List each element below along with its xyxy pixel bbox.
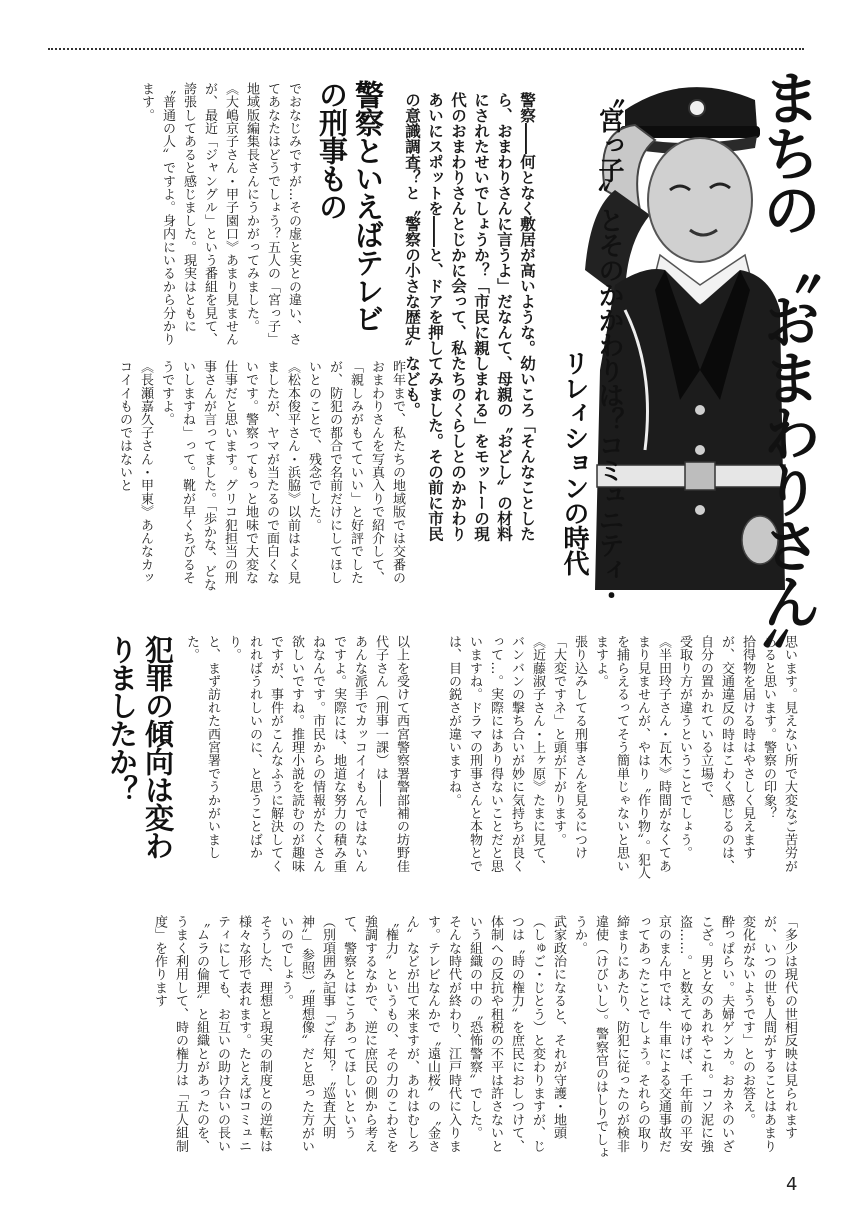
bottom-p1: 「多少は現代の世相反映は見られますが、いつの世も人間がすることはあまり変化がないようです」とのお答え。 xyxy=(740,915,797,1153)
upper-left-p1: でおなじみですが…その虚と実との違い、さてあなたはどうでしょう？五人の「宮っ子」地域版編集長さんにうかがってみました。 xyxy=(244,82,301,346)
intro-lead: 警察 xyxy=(518,92,536,123)
bottom-p5: そうした、理想と現実の制度との逆転は様々な形で表れます。たとえばコミュニティにしても、お互いの助け合いの長い〝ムラの倫理〟と組織とがあったのを、うまく利用して、時の権力は「五人組制度」を作ります xyxy=(152,915,272,1153)
heading-tv-detectives xyxy=(310,80,386,340)
subtitle-line1: 〝宮っ子〟とそのかかわりは？コミュニティ・ xyxy=(594,82,624,607)
upper-left-p3: 〝普通の人〟ですよ。身内にいるから分かります。 xyxy=(139,82,175,346)
middle-right-p3: 受取り方が違うということでしょう。 xyxy=(677,635,692,860)
middle-left-body xyxy=(180,635,412,885)
middle-right-p5: 張り込みしてる刑事さんを見るにつけ「大変ですネ」と頭が下がります。 xyxy=(551,635,587,860)
middle-right-body xyxy=(420,635,800,885)
middle-left-p3: と、まず訪れた西宮署でうかがいました。 xyxy=(184,635,220,860)
page-number: 4 xyxy=(786,1174,798,1195)
middle-right-p4: 《半田玲子さん・瓦木》時間がなくてあまり見ませんが、やはり〝作り物〟。犯人を捕らえるってそう簡単じゃないと思いますよ。 xyxy=(593,635,671,880)
heading-tv-text: 警察といえばテレビの刑事もの xyxy=(315,80,385,332)
middle-right-p1: 思います。見えない所で大変なご苦労があると思います。警察の印象？ xyxy=(761,635,797,873)
upper-right-body xyxy=(88,360,408,595)
top-dotted-rule xyxy=(48,48,804,50)
upper-left-body xyxy=(88,82,304,350)
bottom-p4: そんな時代が終わり、江戸時代に入ります。テレビなんかで〝遠山桜〟の〝金さん〟などが出て来ますが、あれはむしろ〝権力〟というもの、その力のこわさを強調するなかで、逆に庶民の側から考えて、警察とはこうあってほしいという（別項囲み記事「ご存知？〝巡査大明神〟」参照）〝理想像〟だと思った方がいいのでしょう。 xyxy=(278,915,461,1153)
bottom-p3: 武家政治になると、それが守護・地頭（しゅご・じとう）と変わりますが、じつは〝時の権力〟を庶民におしつけて、体制への反抗や租税の不平は許さないという組織の中の〝恐怖警察〟でした。 xyxy=(467,915,566,1153)
subtitle-line2: リレィションの時代 xyxy=(559,350,589,575)
upper-right-p1: 昨年まで、私たちの地域版では交番のおまわりさんを写真入りで紹介して、「親しみがもてていい」と好評でしたが、防犯の都合で名前だけにしてほしいとのことで、残念でした。 xyxy=(306,360,405,585)
middle-left-p2: あんな派手でカッコイイもんではないんですよ。実際には、地道な努力の積み重ねなんです。市民からの情報がたくさん欲しいですね。推理小説を読むのが趣味ですが、事件がこんなふうに解決してくれればうれしいのに、と思うことばかり。 xyxy=(226,635,367,873)
heading-crime-trends xyxy=(100,635,176,885)
intro-paragraph xyxy=(403,92,538,552)
bottom-p2: 酔っぱらい。夫婦ゲンカ。おカネのいざこざ。男と女のあれやこれ。コソ泥に強盗……。と数えてゆけば、千年前の平安京のまん中では、牛車による交通事故だってあったことでしょう。それらの取り締まりにあたり、防犯に従ったのが検非違使（けびいし）。警察官のはしりでしょうか。 xyxy=(572,915,734,1160)
middle-left-p1: 以上を受けて西宮警察署警部補の坊野佳代子さん（刑事一課）は―― xyxy=(373,635,409,873)
middle-right-p2: 拾得物を届ける時はやさしく見えますが、交通違反の時はこわく感じるのは、自分の置かれている立場で、 xyxy=(698,635,755,873)
upper-right-p2: 《松本俊平さん・浜脇》以前はよく見ましたが、ヤマが当たるので面白くないです。警察ってもっと地味で大変な仕事だと思います。グリコ犯担当の刑事さんが言ってました。「歩かな、どないしますね」って。靴が早くちびるそうですよ。 xyxy=(159,360,300,592)
heading-crime-text: 犯罪の傾向は変わりましたか？ xyxy=(105,635,175,859)
middle-right-p6: 《近藤淑子さん・上ヶ原》たまに見て、バンバンの撃ち合いが妙に気持ちが良くって…。実際にはあり得ないことだと思いますね。ドラマの刑事さんと本物とでは、目の鋭さが違いますね。 xyxy=(446,635,545,873)
intro-text: ――何となく敷居が高いような。幼いころ「そんなことしたら、おまわりさんに言うよ」だなんて、母親の〝おどし〟の材料にされたせいでしょうか？「市民に親しまれる」をモットーの現代のおまわりさんとじかに会って、私たちのくらしとのかかわりあいにスポットを――と、ドアを押してみました。その前に市民の意識調査？と〝警察の小さな歴史〟なども。 xyxy=(403,92,536,542)
bottom-body xyxy=(80,915,800,1165)
upper-right-p3: 《長瀬嘉久子さん・甲東》あんなカッコイイものではないと xyxy=(117,360,153,585)
upper-left-p2: 《大嶋京子さん・甲子園口》あまり見ませんが、最近「ジャングル」という番組を見て、誇張してあると感じました。現実はともに xyxy=(181,82,238,346)
page-title: まちの〝おまわりさん〟 xyxy=(753,68,821,684)
